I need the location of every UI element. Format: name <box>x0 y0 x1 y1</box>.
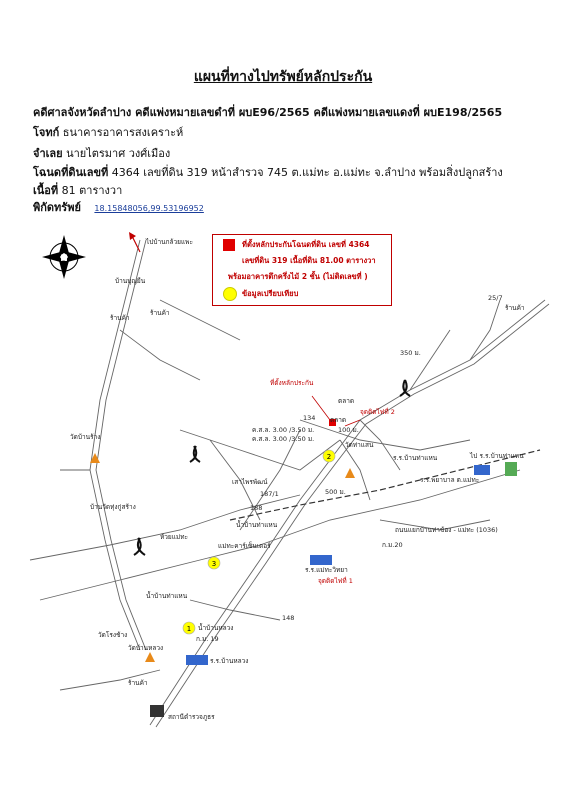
label-km-20: ก.ม.20 <box>382 541 403 549</box>
deed-label: โฉนดที่ดินเลขที่ <box>33 166 109 179</box>
label-to-school-1: ไป ร.ร.บ้านท่าแหน <box>470 452 524 460</box>
label-mae-tha-center: แม่ทะคาร์เซ็นเตอร์ <box>218 542 271 550</box>
label-school-tha-saen: ร.ร.บ้านท่าแหน <box>393 454 438 462</box>
label-police-station: สถานีตำรวจภูธร <box>168 713 215 721</box>
coord-line <box>33 198 204 216</box>
coord-link[interactable]: 18.15848056,99.53196952 <box>94 204 204 213</box>
case-line <box>33 103 502 121</box>
plaintiff-label: โจทก์ <box>33 126 60 139</box>
legend-collateral-line3: พร้อมอาคารตึกครึ่งไม้ 2 ชั้น (ไม่ติดเลขที่ ) <box>228 272 368 281</box>
label-collateral-site: ที่ตั้งหลักประกัน <box>270 379 314 387</box>
marker-3-label: 3 <box>211 560 217 568</box>
area-label: เนื้อที่ <box>33 184 59 197</box>
label-wat-ban-rai: วัดบ้านร้าง <box>70 433 101 441</box>
label-134: 134 <box>303 414 316 422</box>
label-road-1: ค.ส.ล. 3.00 /3.50 ม. <box>252 426 315 434</box>
label-25-7: 25/7 <box>488 294 503 302</box>
label-shop-1: ร้านค้า <box>110 314 130 322</box>
label-km-19: ก.ม. 19 <box>196 635 219 643</box>
railway-line <box>230 450 540 520</box>
school-icons <box>186 462 517 665</box>
label-shop-2: ร้านค้า <box>150 309 170 317</box>
label-school-ban-luang: ร.ร.บ้านหลวง <box>210 657 249 665</box>
label-148: 148 <box>282 614 295 622</box>
comparison-legend-swatch <box>223 287 237 301</box>
label-school-mae-tha-witthaya: ร.ร.แม่ทะวิทยา <box>305 566 348 574</box>
compass-n-label: N <box>60 254 68 264</box>
area-value: 81 ตารางวา <box>61 184 123 197</box>
label-ban-bunyuen: บ้านบุญยืน <box>115 277 146 285</box>
school-icon <box>186 655 208 665</box>
case-label: คดีศาลจังหวัดลำปาง คดีแพ่งหมายเลขดำที่ ผบE96/2565 คดีแพ่งหมายเลขแดงที่ ผบE198/2565 <box>33 106 503 119</box>
deed-value: 4364 เลขที่ดิน 319 หน้าสำรวจ 745 ต.แม่ทะ อ.แม่ทะ จ.ลำปาง พร้อมสิ่งปลูกสร้าง <box>111 166 503 179</box>
defendant-line <box>33 144 170 162</box>
temple-icon <box>345 468 355 478</box>
label-jud-tid-2: จุดติดไฟที่ 2 <box>360 408 395 416</box>
label-road-1036: ถนนแยกบ้านท่าข้อง - แม่ทะ (1036) <box>395 526 498 534</box>
label-wat-rong-chang: วัดโรงช้าง <box>98 631 128 639</box>
label-pa-phrai-phat: เสาไพรพัฒน์ <box>232 478 268 486</box>
police-station-icon <box>150 705 164 717</box>
temple-icon <box>145 652 155 662</box>
label-school-phayatai: ร.ร.พยาบาล ต.แม่ทะ <box>420 476 480 484</box>
label-dist-500: 500 ม. <box>325 488 346 496</box>
label-nam-ban-tha: น้ำบ้านท่าแหน <box>146 592 188 600</box>
marker-2-label: 2 <box>326 453 332 461</box>
hospital-icon <box>505 462 517 476</box>
compass-icon <box>42 235 86 279</box>
label-nam-ban-luang: น้ำบ้านหลวง <box>198 624 234 632</box>
deed-line <box>33 163 503 181</box>
legend-collateral-line1: ที่ตั้งหลักประกันโฉนดที่ดิน เลขที่ 4364 <box>242 240 370 249</box>
label-wat-ban-luang: วัดบ้านหลวง <box>128 644 164 652</box>
label-talad-1: ตลาด <box>338 397 355 405</box>
label-jud-tid-1: จุดติดไฟที่ 1 <box>318 577 353 585</box>
label-dist-350: 350 ม. <box>400 349 421 357</box>
label-huai-mae-tha: ห้วยแม่ทะ <box>160 533 188 541</box>
area-line <box>33 181 122 199</box>
defendant-label: จำเลย <box>33 147 63 160</box>
label-187-1: 187/1 <box>260 490 279 498</box>
legend-collateral-line2: เลขที่ดิน 319 เนื้อที่ดิน 81.00 ตารางวา <box>242 256 376 265</box>
label-188: 188 <box>250 504 263 512</box>
plaintiff-value: ธนาคารอาคารสงเคราะห์ <box>62 126 184 139</box>
page-title: แผนที่ทางไปทรัพย์หลักประกัน <box>193 69 373 85</box>
marker-1-label: 1 <box>186 625 192 633</box>
plaintiff-line <box>33 123 183 141</box>
defendant-value: นายไตรมาศ วงศ์เมือง <box>66 147 171 160</box>
school-icon <box>310 555 332 565</box>
label-nam-mae-tha: น้ำบ้านท่าแหน <box>236 521 278 529</box>
legend-comparison: ข้อมูลเปรียบเทียบ <box>242 289 299 298</box>
label-dist-100: 100 ม. <box>338 426 359 434</box>
label-talad-2: ตลาด <box>330 416 347 424</box>
label-shop-4: ร้านค้า <box>128 679 148 687</box>
school-icon <box>474 465 490 475</box>
label-road-2: ค.ส.ล. 3.00 /3.50 ม. <box>252 435 315 443</box>
label-to-north: ไปบ้านกล้วยแพะ <box>146 238 193 246</box>
map-text-labels <box>70 238 525 721</box>
coord-label: พิกัดทรัพย์ <box>33 201 81 214</box>
north-route-arrow-icon <box>129 232 140 252</box>
label-wat-kuk-sang: บ้านวัดทุ่งกู่สร้าง <box>90 503 136 511</box>
collateral-legend-swatch <box>223 239 235 251</box>
label-shop-3: ร้านค้า <box>505 304 525 312</box>
map-legend <box>212 234 392 306</box>
label-wat-tha-saen: วัดท่าแสน <box>345 441 374 449</box>
